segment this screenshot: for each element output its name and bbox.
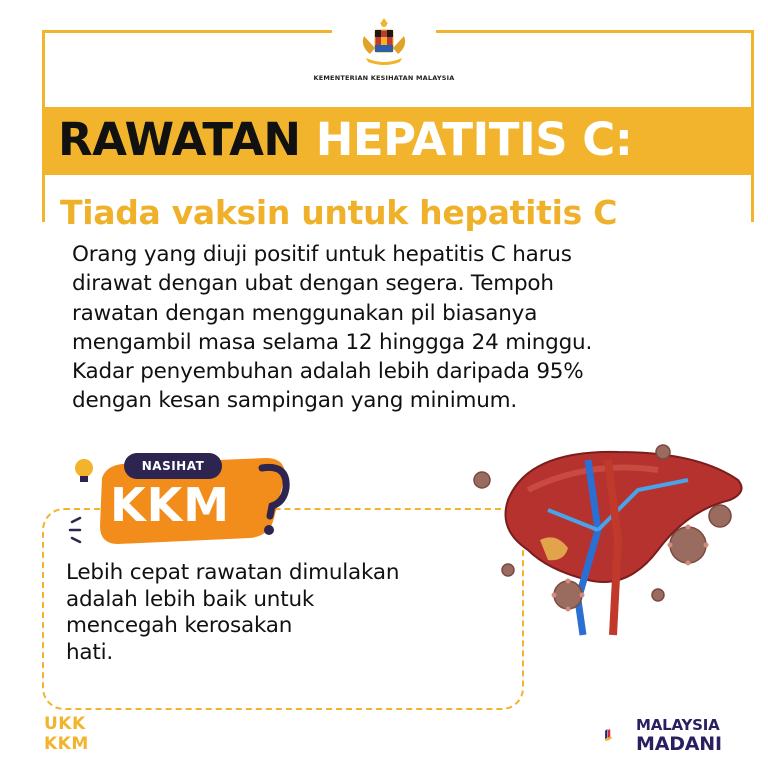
madani-line-1: MALAYSIA: [636, 716, 720, 734]
malaysia-madani-logo: [604, 712, 638, 758]
title-part-2: HEPATITIS C:: [315, 113, 633, 166]
frame-right-top: [751, 30, 754, 110]
ukk-logo-line-2: KKM: [44, 734, 89, 754]
ministry-name: KEMENTERIAN KESIHATAN MALAYSIA: [313, 74, 455, 82]
subtitle: Tiada vaksin untuk hepatitis C: [60, 193, 618, 232]
frame-top-left: [42, 30, 332, 33]
frame-left-top: [42, 30, 45, 110]
advice-text: Lebih cepat rawatan dimulakan adalah lebih baik untuk mencegah kerosakan hati.: [66, 560, 400, 665]
liver-illustration: [468, 430, 758, 640]
coat-of-arms-logo: [356, 14, 412, 70]
kkm-label: KKM: [110, 478, 231, 532]
nasihat-label: NASIHAT: [124, 453, 222, 479]
madani-line-2: MADANI: [636, 733, 722, 755]
ukk-kkm-logo: [44, 714, 90, 758]
frame-left-mid: [42, 172, 45, 222]
body-paragraph: Orang yang diuji positif untuk hepatitis C harus dirawat dengan ubat dengan segera. Tempoh rawatan dengan menggunakan pil biasanya mengambil masa selama 12 hinggga 24 minggu. Kadar penyembuhan adalah lebih daripada 95% dengan kesan sampingan yang minimum.: [72, 242, 593, 414]
madani-text: [636, 716, 722, 754]
frame-top-right: [436, 30, 754, 33]
ukk-logo-line-1: UKK: [44, 714, 86, 734]
frame-right-mid: [751, 172, 754, 222]
page-title: [58, 110, 632, 170]
title-part-1: RAWATAN: [58, 113, 301, 166]
lightbulb-icon: [75, 459, 93, 482]
